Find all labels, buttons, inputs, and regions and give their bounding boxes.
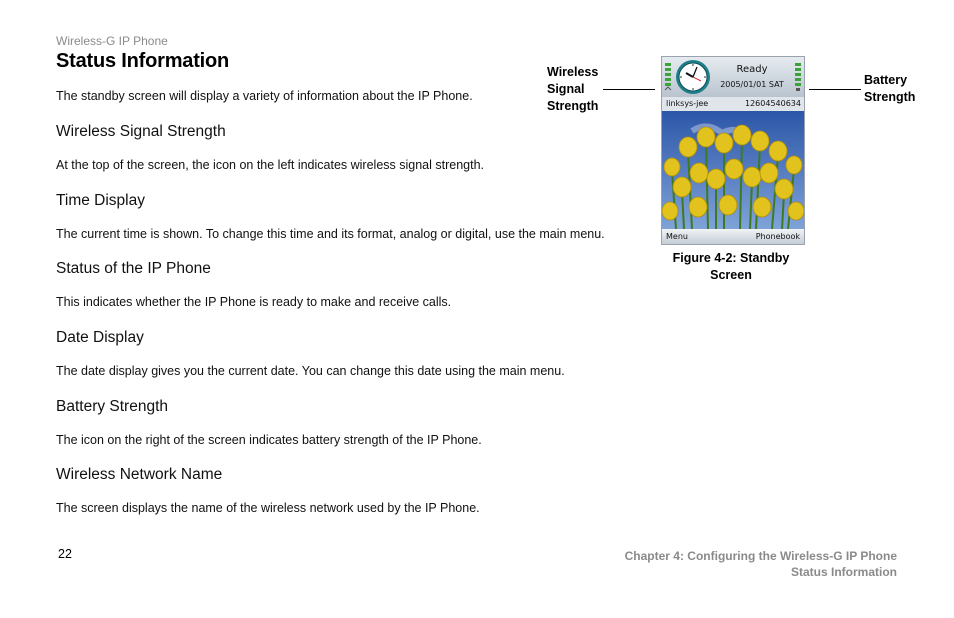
callout-line: Strength xyxy=(864,90,916,104)
callout-leader-left xyxy=(603,89,655,90)
page-number: 22 xyxy=(58,547,72,561)
section-wireless-signal-strength xyxy=(56,123,636,172)
page-title: Status Information xyxy=(56,50,230,72)
intro-paragraph: The standby screen will display a variety of information about the IP Phone. xyxy=(56,89,473,103)
section-heading: Status of the IP Phone xyxy=(56,260,211,277)
tulip-wallpaper xyxy=(662,111,804,229)
softkey-right: Phonebook xyxy=(755,232,800,241)
section-date-display xyxy=(56,329,636,378)
section-battery-strength xyxy=(56,398,636,447)
phone-status-text: Ready xyxy=(736,64,768,75)
caption-line: Figure 4-2: Standby xyxy=(672,251,790,265)
phone-status-bar xyxy=(662,57,804,97)
section-heading: Time Display xyxy=(56,192,145,209)
running-footer xyxy=(625,548,897,580)
caption-line: Screen xyxy=(710,268,752,282)
section-heading: Wireless Network Name xyxy=(56,466,223,483)
callout-line: Battery xyxy=(864,73,908,87)
section-body: The screen displays the name of the wireless network used by the IP Phone. xyxy=(56,501,480,515)
footer-chapter: Chapter 4: Configuring the Wireless-G IP Phone xyxy=(624,549,897,563)
section-body: This indicates whether the IP Phone is ready to make and receive calls. xyxy=(56,295,452,309)
section-time-display xyxy=(56,192,636,241)
phone-info-bar xyxy=(662,97,804,111)
battery-icon xyxy=(794,61,802,93)
callout-line: Signal xyxy=(547,82,585,96)
callout-wireless-signal-strength xyxy=(547,64,598,115)
callout-battery-strength xyxy=(864,72,915,106)
section-heading: Battery Strength xyxy=(56,398,169,415)
standby-screen-image xyxy=(661,56,805,245)
signal-strength-icon xyxy=(664,61,672,93)
section-status-of-ip-phone xyxy=(56,260,636,309)
phone-softkey-bar xyxy=(662,229,804,244)
figure-caption xyxy=(666,250,796,284)
section-heading: Wireless Signal Strength xyxy=(56,123,226,140)
network-name: linksys-jee xyxy=(666,99,709,108)
section-wireless-network-name xyxy=(56,466,636,515)
footer-section: Status Information xyxy=(790,565,897,579)
phone-date-text: 2005/01/01 SAT xyxy=(720,80,784,89)
section-heading: Date Display xyxy=(56,329,144,346)
running-header: Wireless-G IP Phone xyxy=(56,34,168,48)
callout-line: Strength xyxy=(547,99,599,113)
section-body: The icon on the right of the screen indicates battery strength of the IP Phone. xyxy=(56,433,482,447)
section-body: The current time is shown. To change this time and its format, analog or digital, use the main menu. xyxy=(56,227,605,241)
phone-number: 12604540634 xyxy=(745,99,801,108)
softkey-left: Menu xyxy=(666,232,688,241)
section-body: At the top of the screen, the icon on the left indicates wireless signal strength. xyxy=(56,158,485,172)
callout-line: Wireless xyxy=(547,65,599,79)
callout-leader-right xyxy=(809,89,861,90)
section-body: The date display gives you the current date. You can change this date using the main menu. xyxy=(56,364,565,378)
